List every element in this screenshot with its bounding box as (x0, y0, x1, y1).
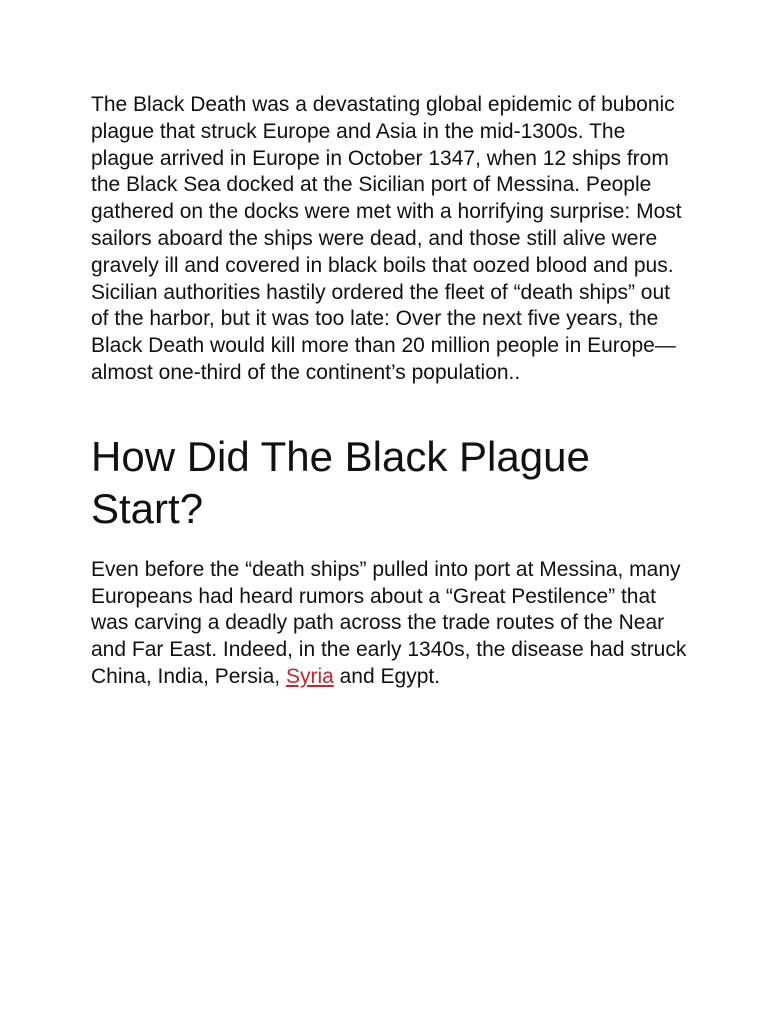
body-text-after-link: and Egypt. (333, 664, 441, 688)
intro-paragraph: The Black Death was a devastating global epidemic of bubonic plague that struck Europe and Asia in the mid-1300s. The plague arrived in Europe in October 1347, when 12 ships from the Black Sea docked at the Sicilian port of Messina. People gathered on the docks were met with a horrifying surprise: Most sailors aboard the ships were dead, and those still alive were gravely ill and covered in black boils that oozed blood and pus. Sicilian authorities hastily ordered the fleet of “death ships” out of the harbor, but it was too late: Over the next five years, the Black Death would kill more than 20 million people in Europe—almost one-third of the continent’s population.. (91, 93, 682, 384)
article-content (91, 92, 691, 691)
syria-link[interactable]: Syria (285, 664, 334, 688)
body-paragraph (91, 557, 691, 691)
section-heading: How Did The Black Plague Start? (91, 432, 590, 532)
body-text-before-link: Even before the “death ships” pulled into port at Messina, many Europeans had heard rumors about a “Great Pestilence” that was carving a deadly path across the trade routes of the Near and Far East. Indeed, in the early 1340s, the disease had struck China, India, Persia, (91, 557, 687, 688)
